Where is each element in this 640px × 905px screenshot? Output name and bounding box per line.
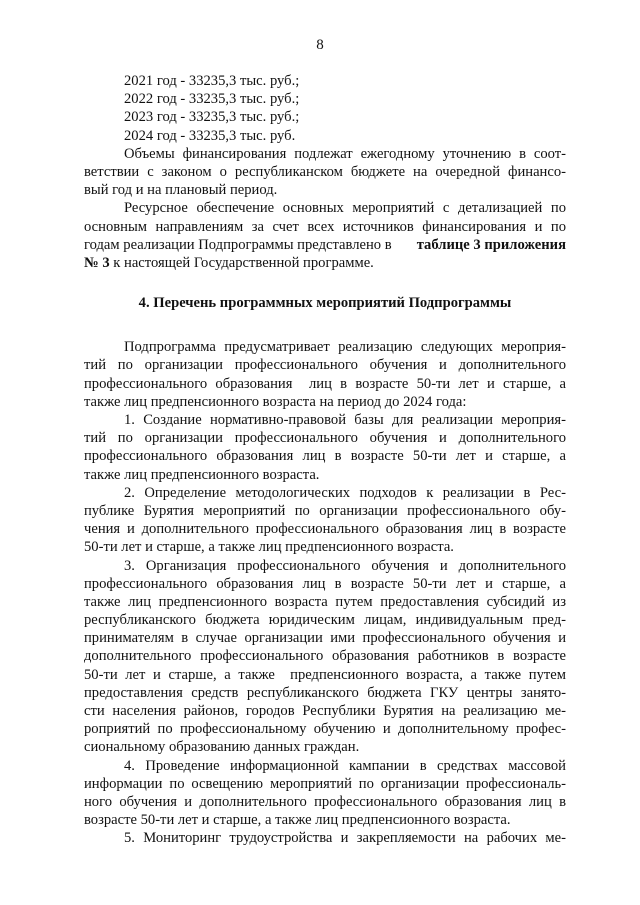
paragraph-line: 1. Создание нормативно-правовой базы для реализации мероприя- <box>124 412 566 428</box>
paragraph-line: вый год и на плановый период. <box>84 182 278 199</box>
paragraph-line: роприятий по профессиональному обучению и дополнительному профес- <box>84 721 566 738</box>
table-reference: таблице 3 приложения <box>416 236 566 253</box>
financing-year-line: 2024 год - 33235,3 тыс. руб. <box>124 127 296 144</box>
paragraph-line: чения и дополнительного профессионального образования лиц в возрасте <box>84 521 566 538</box>
paragraph-line: информации по освещению мероприятий по организации профессиональ- <box>84 775 566 792</box>
paragraph-line: предоставления средств республиканского бюджета ГКУ центры занято- <box>84 684 566 701</box>
paragraph-line: публике Бурятия мероприятий по организации профессионального обу- <box>84 502 566 519</box>
paragraph-line: сиональному образованию данных граждан. <box>84 739 360 756</box>
paragraph-line: 3. Организация профессионального обучения и дополнительного <box>124 557 566 574</box>
document-body <box>84 72 566 848</box>
paragraph-line: основным направлениям за счет всех источников финансирования и по <box>84 218 566 235</box>
paragraph-line: ветствии с законом о республиканском бюджете на очередной финансо- <box>84 163 566 180</box>
paragraph-line: дополнительного профессионального образования работников в возрасте <box>84 648 566 665</box>
list-item <box>84 757 566 830</box>
paragraph-line-mixed <box>84 236 566 254</box>
paragraph-line-mixed <box>84 254 566 272</box>
resource-paragraph <box>84 199 566 272</box>
paragraph-line: также лиц предпенсионного возраста на период до 2024 года: <box>84 393 467 410</box>
paragraph-line: принимателям в случае организации ими профессионального обучения и <box>84 630 566 647</box>
paragraph-line: профессионального образования лиц в возрасте 50-ти лет и старше, а <box>84 375 566 392</box>
paragraph-line: 4. Проведение информационной кампании в средствах массовой <box>124 757 566 774</box>
list-item <box>84 411 566 484</box>
page-number: 8 <box>316 37 324 53</box>
paragraph-line: республиканского бюджета юридическим лицам, индивидуальным пред- <box>84 612 566 629</box>
financing-note-paragraph <box>84 145 566 200</box>
appendix-reference: № 3 <box>84 254 110 271</box>
paragraph-line: 2. Определение методологических подходов к реализации в Рес- <box>124 484 566 501</box>
paragraph-line: также лиц предпенсионного возраста путем предоставления субсидий из <box>84 593 566 610</box>
paragraph-line: ного обучения и дополнительного профессионального образования лиц в <box>84 793 566 810</box>
list-item <box>84 829 566 847</box>
list-item <box>84 557 566 757</box>
financing-year-line: 2022 год - 33235,3 тыс. руб.; <box>124 91 300 108</box>
paragraph-line: 50-ти лет и старше, а также предпенсионного возраста, а также путем <box>84 666 566 683</box>
financing-years <box>84 72 566 145</box>
paragraph-text: годам реализации Подпрограммы представлено в <box>84 236 396 253</box>
paragraph-line: Объемы финансирования подлежат ежегодному уточнению в соот- <box>124 145 566 162</box>
paragraph-line: тий по организации профессионального обучения и дополнительного <box>84 357 566 374</box>
paragraph-line: возрасте 50-ти лет и старше, а также лиц предпенсионного возраста. <box>84 812 511 829</box>
section-intro <box>84 338 566 411</box>
financing-year-line: 2023 год - 33235,3 тыс. руб.; <box>124 109 300 126</box>
paragraph-line: сти населения районов, городов Республики Бурятия на реализацию ме- <box>84 703 566 719</box>
list-item <box>84 484 566 557</box>
paragraph-line: Подпрограмма предусматривает реализацию следующих мероприя- <box>124 339 566 356</box>
paragraph-line: также лиц предпенсионного возраста. <box>84 466 320 483</box>
paragraph-line: профессионального образования лиц в возрасте 50-ти лет и старше, а <box>84 575 566 592</box>
paragraph-line: 5. Мониторинг трудоустройства и закрепляемости на рабочих ме- <box>124 830 566 847</box>
financing-year-line: 2021 год - 33235,3 тыс. руб.; <box>124 73 300 89</box>
paragraph-text: к настоящей Государственной программе. <box>109 254 374 271</box>
paragraph-line: профессионального образования лиц в возрасте 50-ти лет и старше, а <box>84 448 566 465</box>
paragraph-line: 50-ти лет и старше, а также лиц предпенсионного возраста. <box>84 539 454 556</box>
section-heading: 4. Перечень программных мероприятий Подпрограммы <box>138 295 512 312</box>
paragraph-line: тий по организации профессионального обучения и дополнительного <box>84 430 566 447</box>
paragraph-line: Ресурсное обеспечение основных мероприятий с детализацией по <box>124 200 566 217</box>
